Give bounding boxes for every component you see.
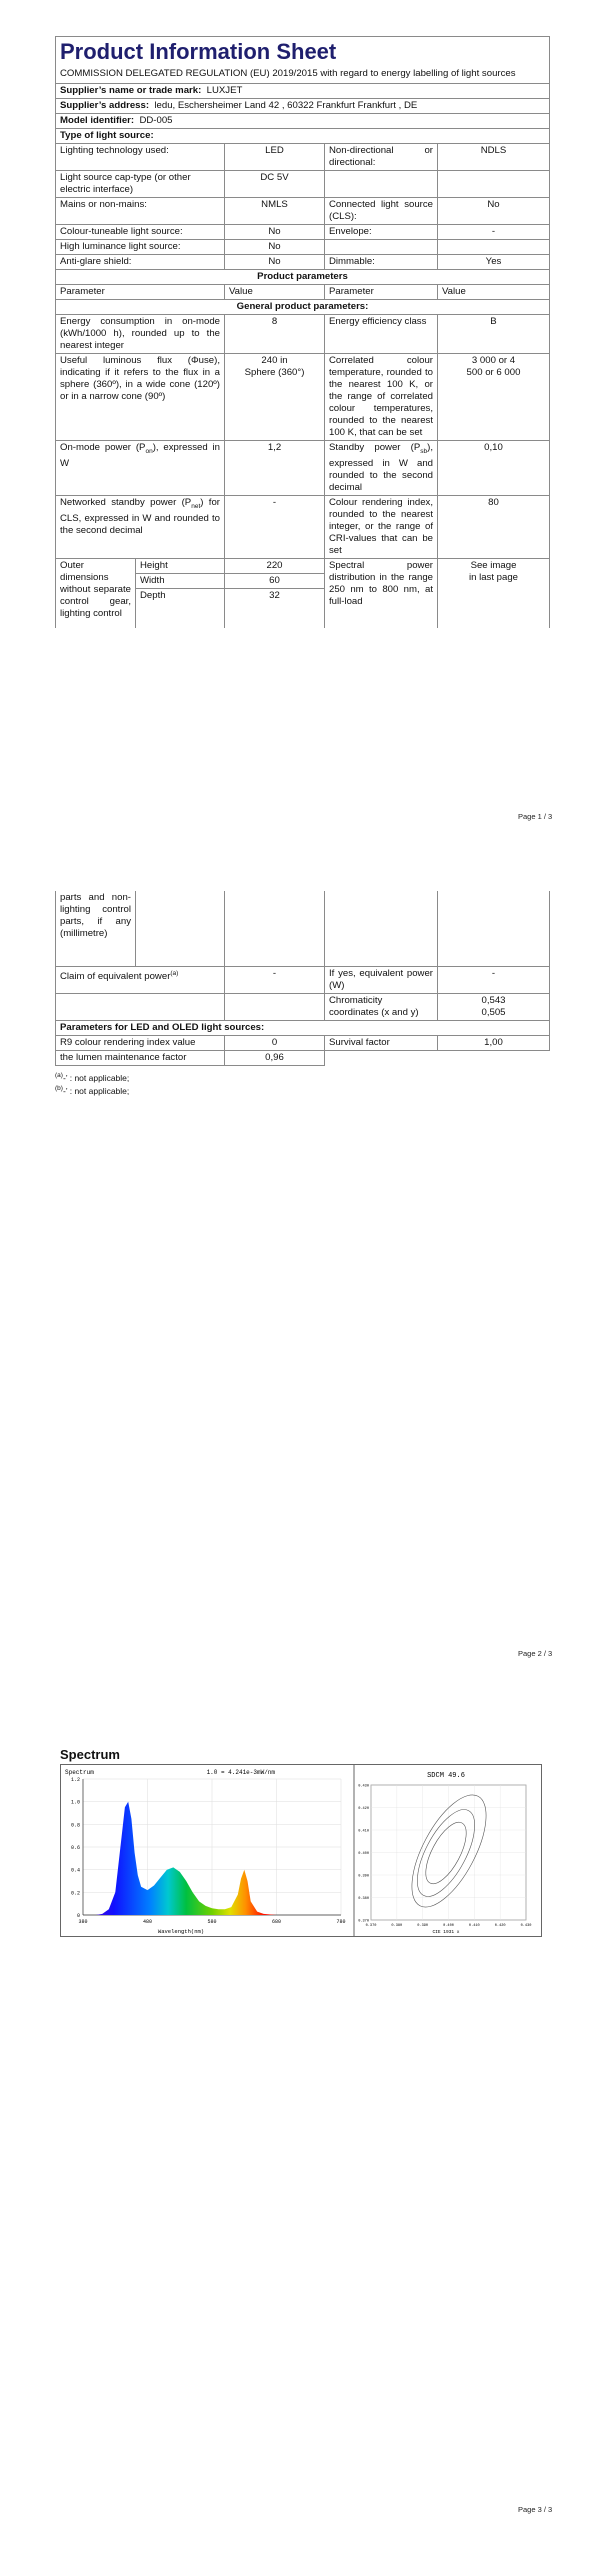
cie-x-tick-label: 0.380 — [391, 1924, 403, 1928]
cie-y-tick-label: 0.370 — [358, 1919, 369, 1924]
cie-x-axis-label: CIE 1931 x — [432, 1930, 460, 1935]
spectrum-x-tick-label: 780 — [336, 1919, 346, 1925]
row-networked-standby: Networked standby power $(P_{net})$ for CLS, expressed in W and rounded to the second decimal - Colour rendering index, rounded to the nearest integer, or the range of CRI-values that can be set 80 — [56, 495, 550, 558]
spectrum-x-tick-label: 580 — [207, 1919, 217, 1925]
spectrum-scale-note: 1.0 = 4.241e-3mW/nm — [206, 1769, 275, 1776]
spectrum-y-tick-label: 0.2 — [70, 1890, 80, 1897]
spectrum-x-tick-label: 480 — [142, 1919, 153, 1925]
row-on-mode-power: On-mode power $(P_{on})$, expressed in W 1,2 Standby power $(P_{sb})$, expressed in W and rounded to the second decimal 0,10 — [56, 441, 550, 496]
spectrum-y-tick-label: 1.2 — [70, 1777, 80, 1783]
product-information-table — [55, 36, 550, 628]
spectrum-y-tick-label: 0.6 — [70, 1845, 80, 1851]
row-dimensions-continued: parts and non-lighting control parts, if any (millimetre) — [56, 891, 550, 966]
row-r9: R9 colour rendering index value 0 Survival factor 1,00 — [56, 1035, 550, 1050]
supplier-name: LUXJET — [206, 85, 243, 96]
row-luminous-flux: Useful luminous flux (Φuse), indicating if it refers to the flux in a sphere (360º), in a wide cone (120º) or in a narrow cone (90º) 240 in Sphere (360°) Correlated colour temperature, rounded to the nearest 100 K, or the range of correlated colour temperatures, rounded to the nearest 100 K, that can be set 3 000 or 4 500 or 6 000 — [56, 354, 550, 441]
cie-y-tick-label: 0.410 — [358, 1829, 369, 1834]
general-parameters-heading: General product parameters: — [56, 300, 550, 315]
row-mains: Mains or non-mains: NMLS Connected light source (CLS): No — [56, 198, 550, 225]
page-number-3: Page 3 / 3 — [518, 2505, 553, 2514]
spectrum-y-tick-label: 0.8 — [70, 1822, 80, 1829]
cie-y-tick-label: 0.420 — [358, 1807, 369, 1811]
supplier-address: ledu, Eschersheimer Land 42 , 60322 Frankfurt Frankfurt , DE — [154, 100, 418, 111]
spectrum-y-tick-label: 0.4 — [70, 1867, 80, 1874]
led-parameters-heading: Parameters for LED and OLED light sources: — [56, 1020, 550, 1035]
macadam-ellipse-inner — [418, 1816, 475, 1889]
cie-grid — [358, 1785, 531, 1929]
row-lumen-maintenance: the lumen maintenance factor 0,96 — [56, 1050, 550, 1065]
row-dimensions-width: Width 60 — [56, 573, 550, 588]
row-anti-glare: Anti-glare shield: No Dimmable: Yes — [56, 255, 550, 270]
parameters-header-row: Parameter Value Parameter Value — [56, 285, 550, 300]
page-2 — [55, 891, 549, 1097]
cie-x-tick-label: 0.400 — [443, 1924, 454, 1928]
cie-chart-title: SDCM 49.6 — [427, 1772, 465, 1780]
row-dimensions-height: Outer dimensions without separate control gear, lighting control Height 220 Spectral power distribution in the range 250 nm to 800 nm, at full-load See image in last page — [56, 558, 550, 573]
model-identifier-row: Model identifier: DD-005 — [56, 114, 550, 129]
cie-y-tick-label: 0.390 — [358, 1874, 369, 1879]
page-number-2: Page 2 / 3 — [518, 1649, 553, 1658]
cie-y-tick-label: 0.380 — [358, 1897, 369, 1901]
footnote-b: $^{(b)}$-’ : not applicable; — [55, 1085, 130, 1097]
cie-x-tick-label: 0.370 — [365, 1924, 377, 1928]
spectrum-x-tick-label: 680 — [271, 1919, 282, 1925]
product-information-table-continued — [55, 891, 550, 1066]
spectrum-y-tick-label: 0 — [76, 1913, 80, 1919]
row-high-luminance: High luminance light source: No — [56, 240, 550, 255]
spectrum-x-axis-label: Wavelength(nm) — [157, 1928, 205, 1935]
type-heading: Type of light source: — [56, 129, 550, 144]
row-chromaticity: Chromaticity coordinates (x and y) 0,543 0,505 — [56, 993, 550, 1020]
footnote-a: $^{(a)}$-’ : not applicable; — [55, 1071, 130, 1083]
page-1 — [55, 36, 549, 628]
model-identifier: DD-005 — [139, 115, 173, 126]
cie-y-tick-label: 0.400 — [358, 1852, 369, 1856]
spectrum-figure — [60, 1764, 542, 1937]
spectrum-chart — [61, 1765, 541, 1936]
cie-y-tick-label: 0.430 — [358, 1784, 369, 1789]
macadam-ellipse-outer — [397, 1784, 501, 1918]
macadam-ellipses — [397, 1784, 501, 1918]
row-dimensions-depth: Depth 32 — [56, 588, 550, 628]
page-number-1: Page 1 / 3 — [518, 812, 553, 821]
spectrum-chart-label: Spectrum — [65, 1769, 94, 1776]
title-cell — [56, 37, 550, 84]
spectrum-heading: Spectrum — [60, 1747, 120, 1762]
spectrum-x-tick-label: 380 — [78, 1919, 88, 1925]
footnotes — [55, 1070, 549, 1098]
cie-x-tick-label: 0.410 — [468, 1924, 480, 1928]
row-colour-tuneable: Colour-tuneable light source: No Envelope: - — [56, 225, 550, 240]
row-claim-equivalent-power: Claim of equivalent power$^{(a)}$ - If yes, equivalent power (W) - — [56, 966, 550, 993]
cie-x-tick-label: 0.390 — [417, 1924, 429, 1928]
cie-x-tick-label: 0.430 — [520, 1924, 532, 1928]
product-parameters-heading: Product parameters — [56, 270, 550, 285]
page-title: Product Information Sheet — [60, 39, 337, 64]
row-lighting-technology: Lighting technology used: LED Non-directional or directional: NDLS — [56, 144, 550, 171]
spectrum-y-tick-label: 1.0 — [70, 1799, 80, 1806]
row-cap-type: Light source cap-type (or other electric interface) DC 5V — [56, 171, 550, 198]
supplier-name-row: Supplier’s name or trade mark: LUXJET — [56, 84, 550, 99]
supplier-address-row: Supplier’s address: ledu, Eschersheimer Land 42 , 60322 Frankfurt Frankfurt , DE — [56, 99, 550, 114]
cie-x-tick-label: 0.420 — [494, 1924, 506, 1928]
regulation-text: COMMISSION DELEGATED REGULATION (EU) 2019/2015 with regard to energy labelling of light sources — [60, 68, 516, 79]
row-energy-consumption: Energy consumption in on-mode (kWh/1000 h), rounded up to the nearest integer 8 Energy efficiency class B — [56, 315, 550, 354]
